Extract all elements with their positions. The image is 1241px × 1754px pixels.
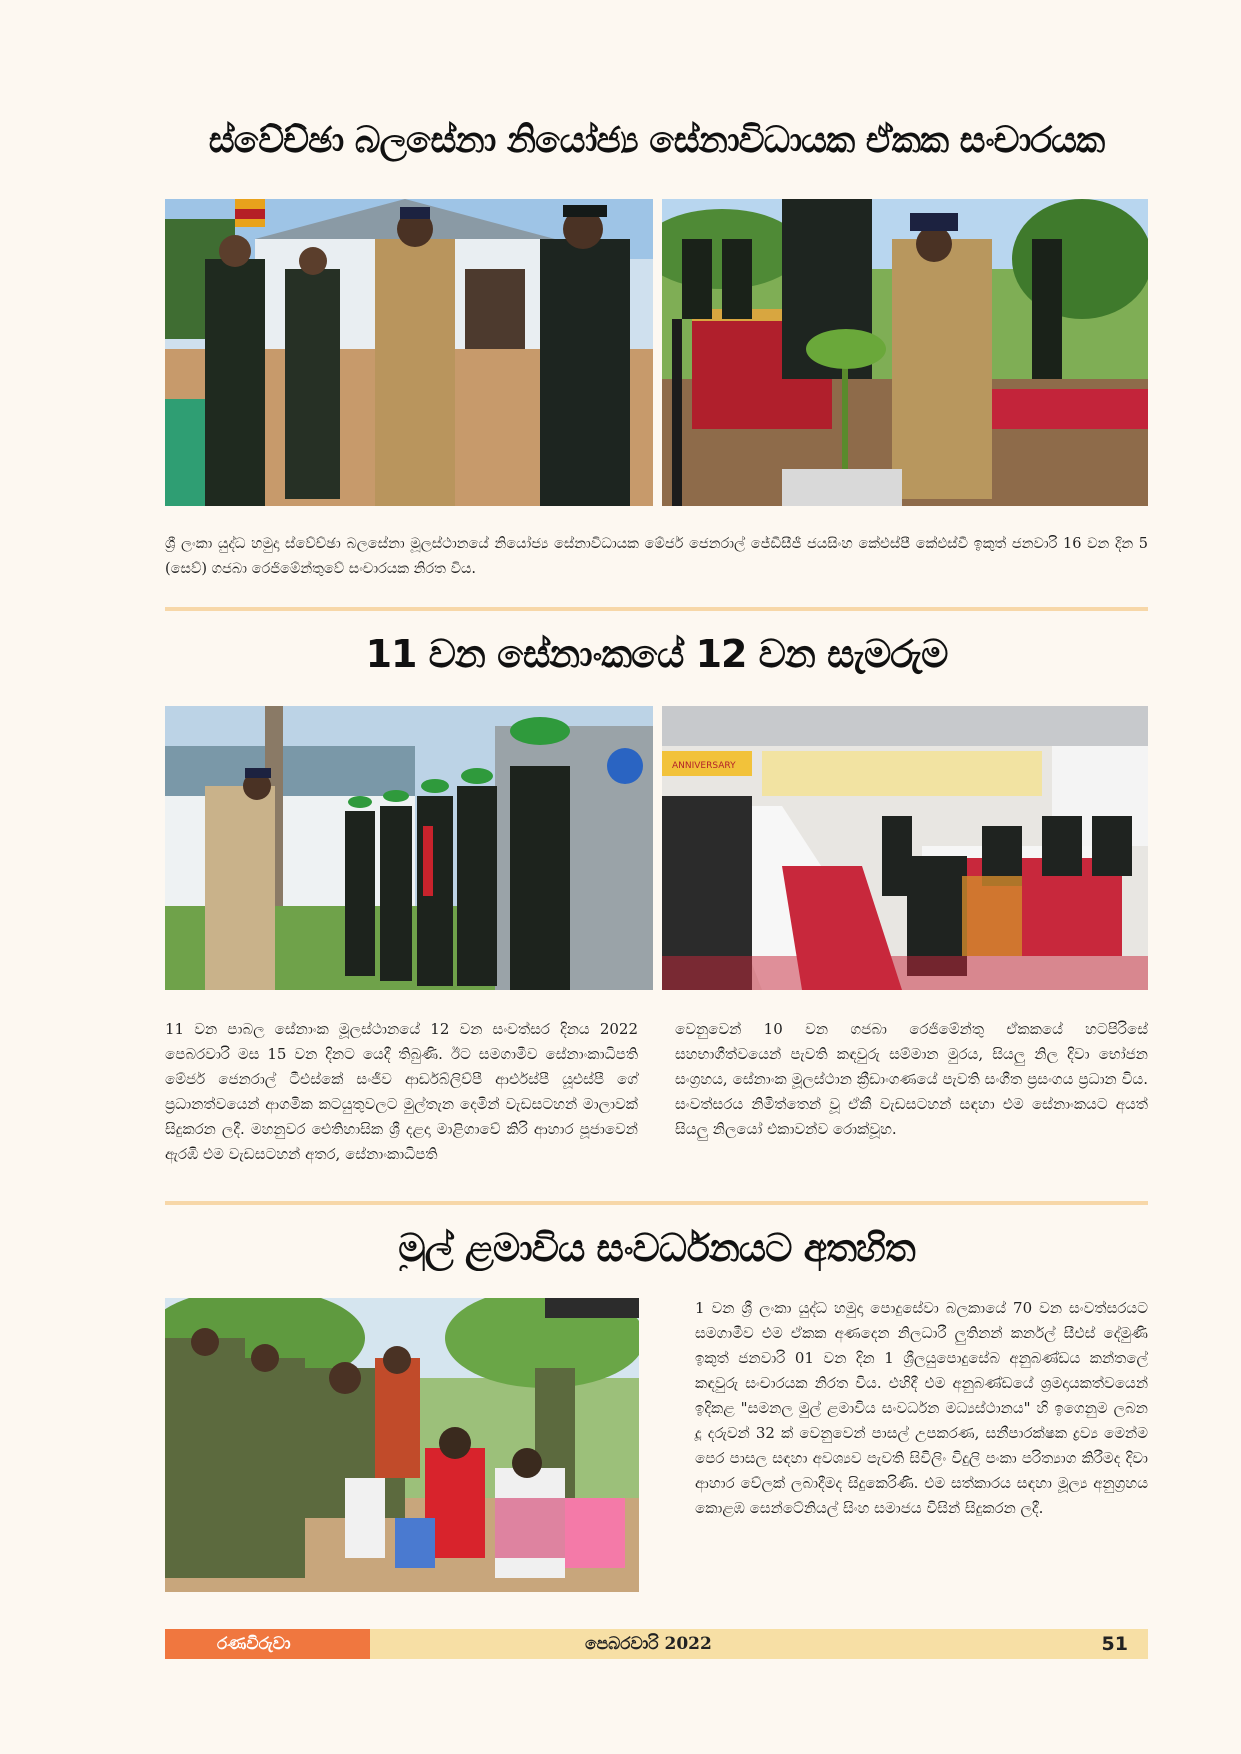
photo-donation-children: [165, 1298, 639, 1592]
body-division-right: වෙනුවෙන් 10 වන ගජබා රෙජිමේන්තු ඒකකයේ හටපිරිසේ සහභාගීත්වයෙන් පැවති කඳවුරු සම්මාන මුරය, සියලු නිල දිවා භෝජන සංග්‍රහය, සේනාංක මූලස්ථාන ක්‍රීඩාංගණයේ පැවති සංගීත ප්‍රසංගය ප්‍රධාන විය. සංවත්සරය නිමිත්තෙන් වූ ඒකී වැඩසටහන් සඳහා එම සේනාංකයට අයත් සියලු නිලයෝ එකාවන්ව රොක්වූහ.: [675, 1020, 1148, 1138]
photo-handshake: [165, 199, 653, 506]
body-division-left: 11 වන පාබල සේනාංක මූලස්ථානයේ 12 වන සංවත්සර දිනය 2022 පෙබරවාරි මස 15 වන දිනට යෙදී තිබුණි. ඊට සමගාමීව සේනාංකාධිපති මේජර් ජෙනරාල් ටීඑස්කේ සංජීව ආර්ඩබ්ලිව්පී ආර්එස්පී යූඑස්පී ගේ ප්‍රධානත්වයෙන් ආගමික කටයුතුවලට මුල්තැන දෙමින් වැඩසටහන් මාලාවක් සිදුකරන ලදී. මහනුවර ඓතිහාසික ශ්‍රී දළදා මාළිගාවේ කිරි ආහාර පූජාවෙන් ඇරඹි එම වැඩසටහන් අතර, සේනාංකාධිපති: [165, 1020, 638, 1163]
issue-date: පෙබරවාරි 2022: [585, 1634, 712, 1654]
photo-guard-of-honour: [165, 706, 653, 990]
section-divider: [165, 1201, 1148, 1205]
section-divider: [165, 607, 1148, 611]
body-child-development: 1 වන ශ්‍රී ලංකා යුද්ධ හමුදා පොදුසේවා බලකායේ 70 වන සංවත්සරයට සමගාමීව එම ඒකක අණදෙන නිලධාරී ලුතිනන් කර්නල් සීඑස් දේමුණි ඉකුත් ජනවාරි 01 වන දින 1 ශ්‍රීලයුපොදුසේබ අනුබණ්ඩය කන්තලේ කඳවුරු සංචාරයක නිරත විය. එහිදී එම අනුබණ්ඩයේ ශ්‍රමදායකත්වයෙන් ඉදිකළ "සමනල මුල් ළමාවිය සංවර්ධන මධ්‍යස්ථානය" හි ඉගෙනුම ලබන දූ දරුවන් 32 ක් වෙනුවෙන් පාසල් උපකරණ, සනීපාරක්ෂක ද්‍රව්‍ය මෙන්ම පෙර පාසල සඳහා අවශ්‍යව පැවති සිවිලිං විදුලි පංකා පරිත්‍යාග කිරීමද දිවා ආහාර වේලක් ලබාදීමද සිදුකෙරිණි. එම සත්කාරය සඳහා මූල්‍ය අනුග්‍රහය කොළඹ සෙන්ටේනියල් සිංහ සමාජය විසින් සිදුකරන ලදී.: [695, 1299, 1148, 1517]
headline-volunteer-visit: ස්වේච්ඡා බලසේනා නියෝජ්‍ය සේනාවිධායක ඒකක සංචාරයක: [208, 120, 1105, 161]
headline-child-development: මුල් ළමාවිය සංවර්ධනයට අතහිත: [398, 1226, 915, 1270]
magazine-name: රණවිරුවා: [165, 1629, 370, 1659]
page-footer: [165, 1629, 1148, 1659]
photo-dinner-hall: [662, 706, 1148, 990]
anniversary-banner-text: ANNIVERSARY: [672, 761, 736, 771]
caption-volunteer-visit: ශ්‍රී ලංකා යුද්ධ හමුදා ස්වේච්ඡා බලසේනා මූලස්ථානයේ නියෝජ්‍ය සේනාවිධායක මේජර් ජෙනරාල් ජේඩීසීජී ජයසිංහ කේඑස්පී කේඑස්වී ඉකුත් ජනවාරි 16 වන දින 5 (සෙව්) ගජබා රෙජිමේන්තුවේ සංචාරයක නිරත විය.: [165, 536, 1148, 577]
headline-division-anniversary: 11 වන සේනාංකයේ 12 වන සැමරුම: [365, 632, 948, 676]
page-number: 51: [1101, 1633, 1128, 1655]
photo-tree-planting: [662, 199, 1148, 506]
